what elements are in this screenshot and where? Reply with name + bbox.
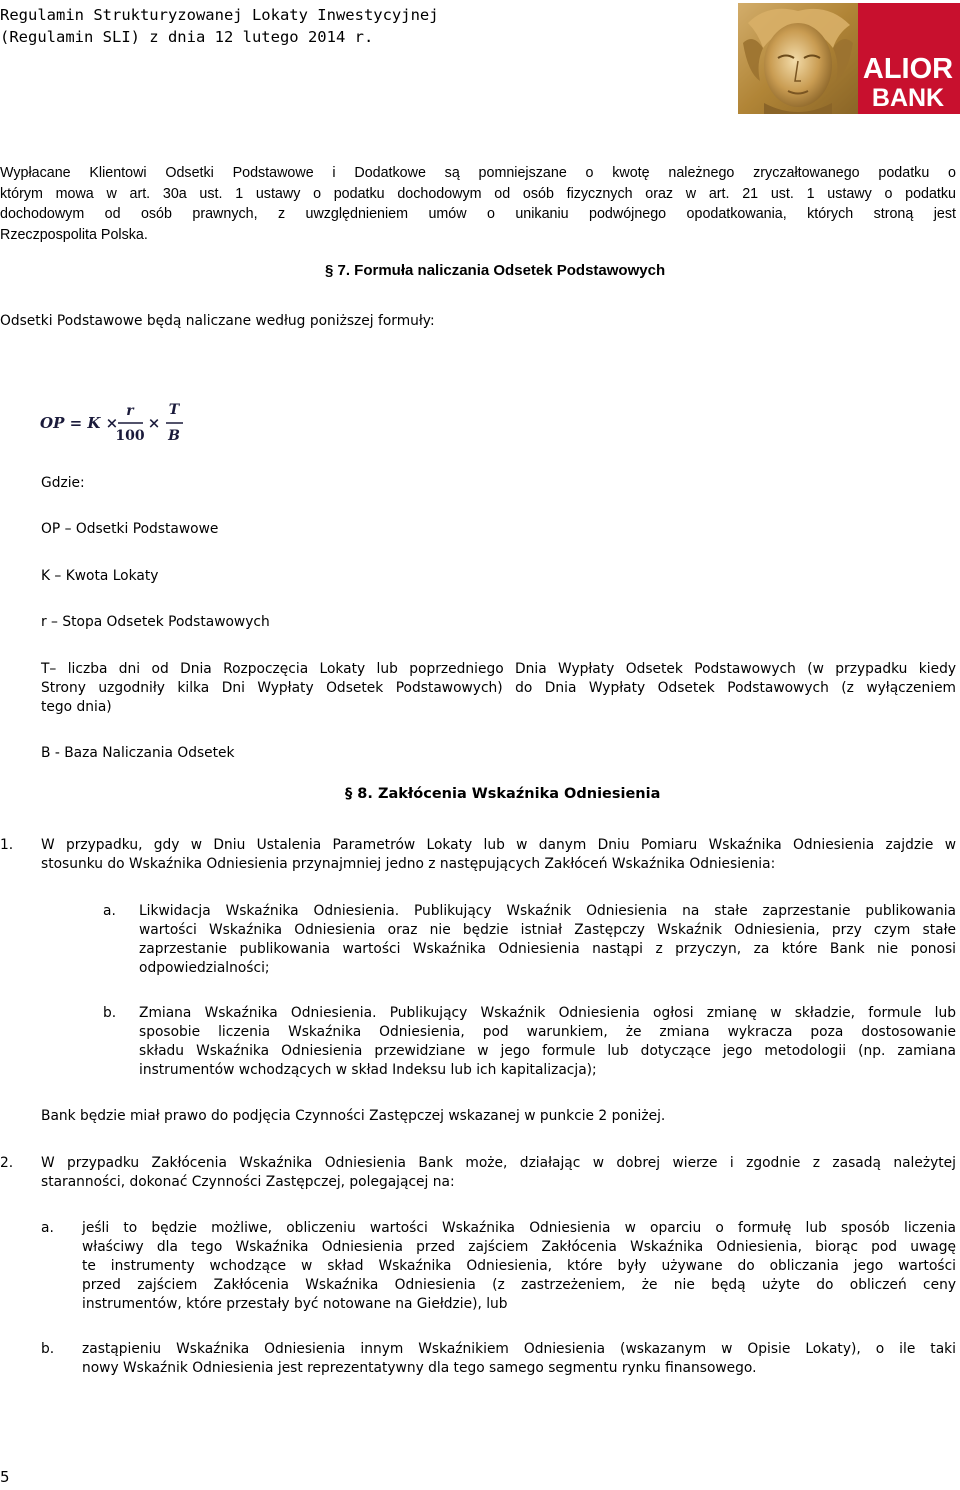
item-1b-line: sposobie liczenia Wskaźnika Odniesienia, pod warunkiem, że zmiana wykracza poza dostosowanie bbox=[139, 1024, 956, 1040]
alior-bank-logo bbox=[738, 3, 960, 114]
item-2b-line: nowy Wskaźnik Odniesienia jest reprezentatywny dla tego samego segmentu rynku finansowego. bbox=[82, 1360, 757, 1376]
formula-T: T bbox=[168, 402, 180, 418]
item-1b-letter: b. bbox=[103, 1005, 117, 1021]
intro-paragraph bbox=[0, 163, 956, 245]
item-1b-line: Zmiana Wskaźnika Odniesienia. Publikujący Wskaźnik Odniesienia ogłosi zmianę w składzie, formule lub bbox=[139, 1005, 956, 1021]
page-number: 5 bbox=[0, 1468, 10, 1486]
item-2a-line: te instrumenty wchodzące w skład Wskaźnika Odniesienia, które były używane do obliczania jego wartości bbox=[82, 1258, 956, 1274]
intro-line: Rzeczpospolita Polska. bbox=[0, 226, 148, 243]
definition-t bbox=[41, 660, 956, 717]
item-2a-line: instrumentów, które przestały być notowane na Giełdzie), lub bbox=[82, 1296, 508, 1312]
item-1b-line: instrumentów wchodzących w skład Indeksu lub ich kapitalizacja); bbox=[139, 1062, 597, 1078]
formula-times: × bbox=[147, 414, 161, 432]
item-2a-line: jeśli to będzie możliwe, obliczeniu wartości Wskaźnika Odniesienia w oparciu o formułę lub sposób liczenia bbox=[82, 1220, 956, 1236]
intro-line: którym mowa w art. 30a ust. 1 ustawy o podatku dochodowym od osób fizycznych oraz w art. 21 ust. 1 ustawy o podatku bbox=[0, 185, 956, 202]
item-1a-line: zaprzestanie publikowania wartości Wskaźnika Odniesienia nastąpi z przyczyn, za które Bank nie ponosi bbox=[139, 941, 956, 957]
item-2-number: 2. bbox=[0, 1155, 14, 1171]
item-1a-line: Likwidacja Wskaźnika Odniesienia. Publikujący Wskaźnik Odniesienia na stałe zaprzestanie publikowania bbox=[139, 903, 956, 919]
definition-b: B - Baza Naliczania Odsetek bbox=[41, 745, 235, 761]
item-1a-letter: a. bbox=[103, 903, 116, 919]
section-7-heading: § 7. Formuła naliczania Odsetek Podstawowych bbox=[325, 262, 666, 279]
formula-lhs: OP = K × bbox=[40, 414, 119, 432]
item-2-line: W przypadku Zakłócenia Wskaźnika Odniesienia Bank może, działając w dobrej wierze i zgodnie z zasadą należytej bbox=[41, 1155, 956, 1171]
header-title-line-1: Regulamin Strukturyzowanej Lokaty Inwestycyjnej bbox=[0, 6, 439, 24]
item-2a-letter: a. bbox=[41, 1220, 54, 1236]
item-1b-text bbox=[139, 1004, 956, 1080]
formula-B: B bbox=[168, 428, 180, 444]
item-2b-line: zastąpieniu Wskaźnika Odniesienia innym Wskaźnikiem Odniesienia (wskazanym w Opisie Lokaty), o ile taki bbox=[82, 1341, 956, 1357]
definition-t-line: Strony uzgodniły kilka Dni Wypłaty Odsetek Podstawowych) do Dnia Wypłaty Odsetek Podstawowych (z wyłączeniem bbox=[41, 680, 956, 696]
item-2a-text bbox=[82, 1219, 956, 1314]
header-title-line-2: (Regulamin SLI) z dnia 12 lutego 2014 r. bbox=[0, 28, 374, 46]
item-2a-line: przed zajściem Zakłócenia Wskaźnika Odniesienia (z zastrzeżeniem, że nie będą użyte do obliczeń ceny bbox=[82, 1277, 956, 1293]
formula-r: r bbox=[126, 403, 134, 419]
item-2a-line: właściwy dla tego Wskaźnika Odniesienia przed zajściem Zakłócenia Wskaźnika Odniesienia, biorąc pod uwagę bbox=[82, 1239, 956, 1255]
section-8-heading: § 8. Zakłócenia Wskaźnika Odniesienia bbox=[345, 786, 661, 802]
item-1-line: W przypadku, gdy w Dniu Ustalenia Parametrów Lokaty lub w danym Dniu Pomiaru Wskaźnika Odniesienia zajdzie w bbox=[41, 837, 956, 853]
definition-r: r – Stopa Odsetek Podstawowych bbox=[41, 614, 270, 630]
item-2-line: staranności, dokonać Czynności Zastępczej, polegającej na: bbox=[41, 1174, 455, 1190]
item-1a-text bbox=[139, 902, 956, 978]
item-2b-text bbox=[82, 1340, 956, 1378]
item-1a-line: odpowiedzialności; bbox=[139, 960, 270, 976]
item-1b-line: składu Wskaźnika Odniesienia przewidziane w jego formule lub dotyczące jego metodologii (np. zamiana bbox=[139, 1043, 956, 1059]
definition-t-line: T– liczba dni od Dnia Rozpoczęcia Lokaty lub poprzedniego Dnia Wypłaty Odsetek Podstawowych (w przypadku kiedy bbox=[41, 661, 956, 677]
item-1-closing: Bank będzie miał prawo do podjęcia Czynności Zastępczej wskazanej w punkcie 2 poniżej. bbox=[41, 1108, 666, 1124]
definition-k: K – Kwota Lokaty bbox=[41, 568, 159, 584]
where-label: Gdzie: bbox=[41, 475, 85, 491]
definition-t-line: tego dnia) bbox=[41, 699, 112, 715]
intro-line: dochodowym od osób prawnych, z uwzględnieniem umów o unikaniu podwójnego opodatkowania, których stroną jest bbox=[0, 206, 956, 223]
item-2b-letter: b. bbox=[41, 1341, 55, 1357]
logo-text-bank: BANK bbox=[871, 84, 945, 112]
definition-op: OP – Odsetki Podstawowe bbox=[41, 521, 219, 537]
section-7-lead: Odsetki Podstawowe będą naliczane według poniższej formuły: bbox=[0, 313, 435, 329]
item-1a-line: wartości Wskaźnika Odniesienia oraz nie będzie istniał Zastępczy Wskaźnik Odniesienia, przy czym stałe bbox=[139, 922, 956, 938]
item-1-number: 1. bbox=[0, 837, 14, 853]
alior-bank-logo-graphic bbox=[738, 3, 960, 114]
document-header bbox=[0, 4, 439, 48]
formula-graphic bbox=[40, 398, 188, 446]
logo-text-alior: ALIOR bbox=[862, 53, 954, 85]
item-1-text bbox=[41, 836, 956, 874]
intro-line: Wypłacane Klientowi Odsetki Podstawowe i Dodatkowe są pomniejszane o kwotę należnego zryczałtowanego podatku o bbox=[0, 165, 956, 181]
formula-100: 100 bbox=[115, 428, 145, 444]
interest-formula bbox=[40, 398, 188, 446]
item-2-text bbox=[41, 1154, 956, 1192]
item-1-line: stosunku do Wskaźnika Odniesienia przynajmniej jedno z następujących Zakłóceń Wskaźnika Odniesienia: bbox=[41, 856, 776, 872]
